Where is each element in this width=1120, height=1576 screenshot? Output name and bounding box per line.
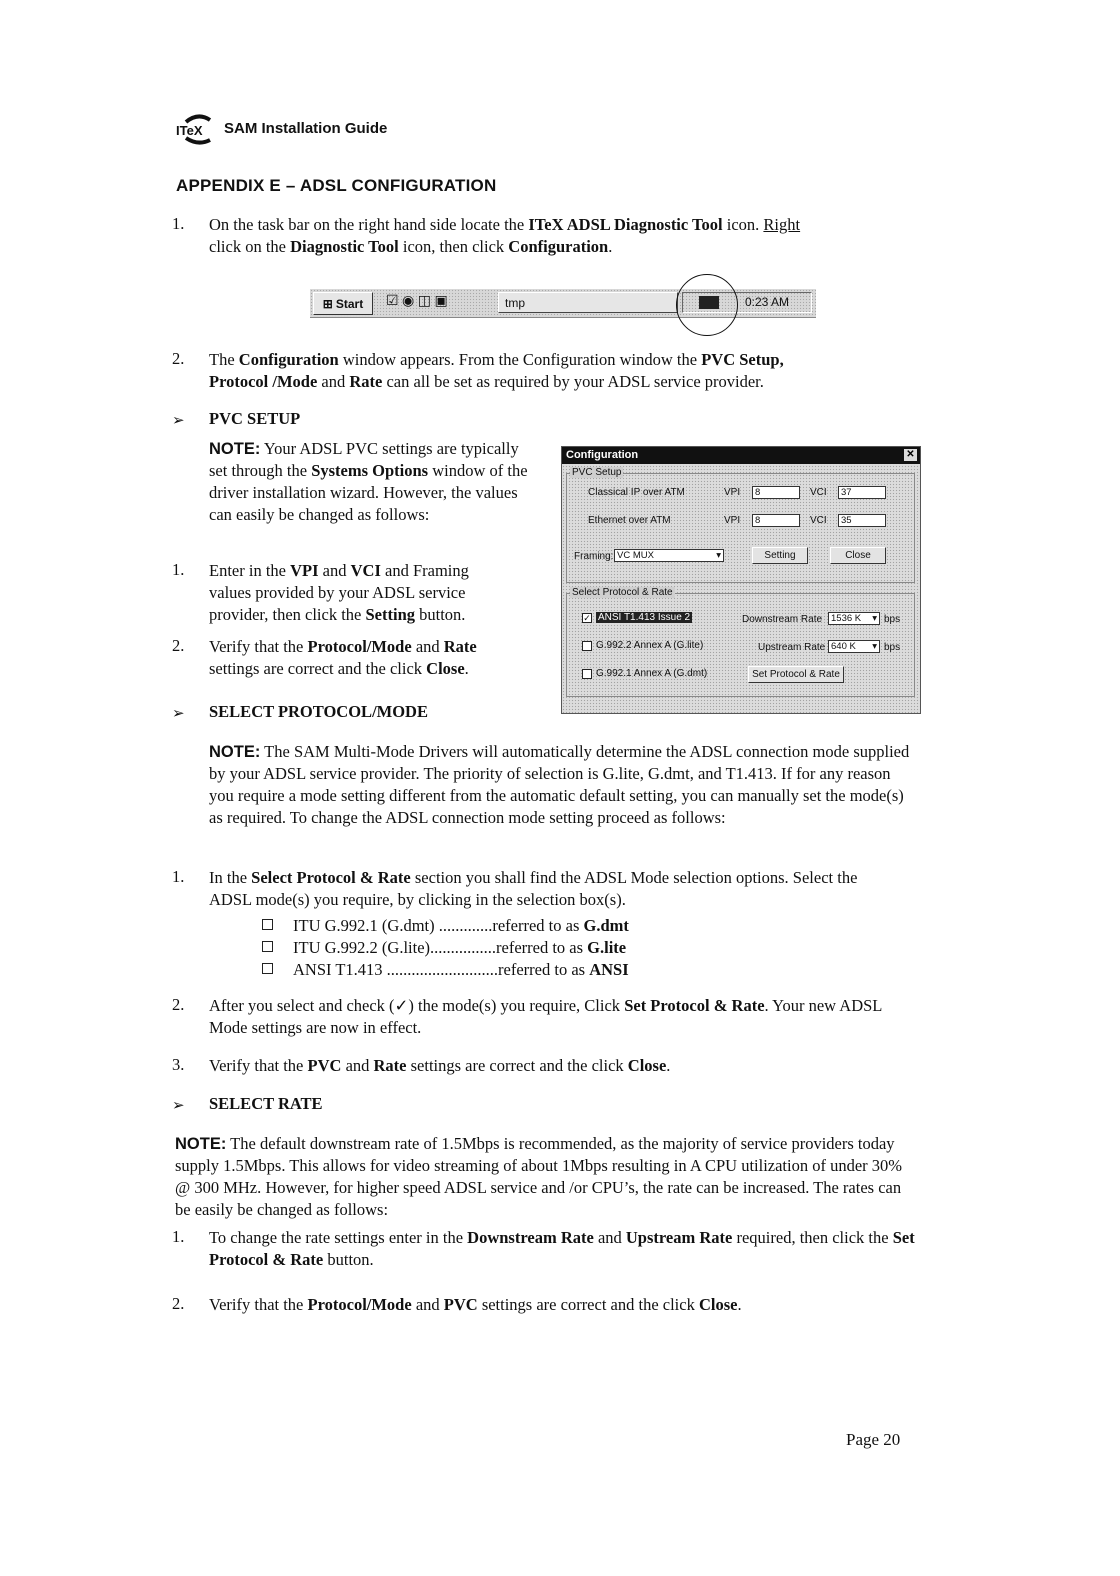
vpi-input-1[interactable]: 8: [752, 486, 800, 499]
vpi-input-2[interactable]: 8: [752, 514, 800, 527]
taskbar-task-button[interactable]: tmp: [498, 292, 678, 313]
protocol-step2-text: After you select and check (✓) the mode(s) you require, Click Set Protocol & Rate. Your new ADSL Mode settings are now in effect.: [209, 996, 882, 1037]
pvc-step1-number: 1.: [172, 560, 185, 579]
checkbox-icon: [262, 941, 273, 952]
step2-text: The Configuration window appears. From the Configuration window the PVC Setup, Protocol /Mode and Rate can all be set as required by your ADSL service provider.: [209, 350, 784, 391]
tray-clock: 0:23 AM: [745, 295, 790, 309]
protocol-step1-number: 1.: [172, 867, 185, 886]
gdmt-mode-label: G.992.1 Annex A (G.dmt): [596, 668, 708, 679]
window-close-icon[interactable]: ✕: [904, 449, 917, 461]
mode-list-item: ITU G.992.2 (G.lite)................referred to as G.lite: [262, 938, 626, 958]
bullet-arrow-icon: ➢: [172, 1098, 185, 1114]
ethernet-over-atm-label: Ethernet over ATM: [588, 515, 671, 526]
highlight-circle: [676, 274, 738, 336]
vpi-label-2: VPI: [724, 515, 741, 526]
glite-mode-label: G.992.2 Annex A (G.lite): [596, 640, 704, 651]
step1-text: On the task bar on the right hand side locate the ITeX ADSL Diagnostic Tool icon. Right click on the Diagnostic Tool icon, then click Configuration.: [209, 215, 801, 256]
checkbox-icon: [262, 963, 273, 974]
vci-label-1: VCI: [810, 487, 827, 498]
bullet-arrow-icon: ➢: [172, 706, 185, 722]
start-button[interactable]: ⊞ Start: [313, 292, 373, 315]
downstream-rate-select[interactable]: 1536 K ▾: [828, 612, 880, 625]
pvc-step2-number: 2.: [172, 636, 185, 655]
setting-button[interactable]: Setting: [752, 547, 808, 564]
rate-step2-text: Verify that the Protocol/Mode and PVC settings are correct and the click Close.: [209, 1295, 742, 1314]
vci-input-2[interactable]: 35: [838, 514, 886, 527]
appendix-title: APPENDIX E – ADSL CONFIGURATION: [176, 176, 497, 195]
protocol-mode-heading: SELECT PROTOCOL/MODE: [209, 702, 428, 721]
close-button[interactable]: Close: [830, 547, 886, 564]
framing-label: Framing:: [574, 551, 614, 562]
rate-step1-number: 1.: [172, 1227, 185, 1246]
pvc-step1-text: Enter in the VPI and VCI and Framing values provided by your ADSL service provider, then click the Setting button.: [209, 561, 469, 624]
protocol-step3-text: Verify that the PVC and Rate settings are correct and the click Close.: [209, 1056, 671, 1075]
pvc-group-label: PVC Setup: [572, 467, 622, 478]
rate-step2-number: 2.: [172, 1294, 185, 1313]
set-protocol-rate-button[interactable]: Set Protocol & Rate: [748, 666, 844, 683]
rate-step1-text: To change the rate settings enter in the Downstream Rate and Upstream Rate required, then click the Set Protocol & Rate button.: [209, 1228, 915, 1269]
upstream-rate-label: Upstream Rate: [758, 642, 826, 653]
mode-list-item: ANSI T1.413 ...........................referred to as ANSI: [262, 960, 629, 980]
vci-input-1[interactable]: 37: [838, 486, 886, 499]
checkbox-icon: [262, 919, 273, 930]
gdmt-checkbox[interactable]: [582, 669, 592, 679]
page-header-title: SAM Installation Guide: [224, 120, 388, 137]
protocol-step2-number: 2.: [172, 995, 185, 1014]
taskbar-screenshot: [310, 288, 816, 318]
vpi-label-1: VPI: [724, 487, 741, 498]
chevron-down-icon: ▾: [716, 550, 721, 561]
framing-select[interactable]: VC MUX ▾: [614, 549, 724, 562]
configuration-window: [561, 446, 921, 714]
downstream-unit: bps: [884, 614, 901, 625]
upstream-unit: bps: [884, 642, 901, 653]
select-rate-heading: SELECT RATE: [209, 1094, 323, 1113]
protocol-step3-number: 3.: [172, 1055, 185, 1074]
downstream-rate-label: Downstream Rate: [742, 614, 823, 625]
protocol-group-label: Select Protocol & Rate: [572, 587, 673, 598]
protocol-step1-text: In the Select Protocol & Rate section you shall find the ADSL Mode selection options. Select the ADSL mode(s) you require, by clicking in the selection box(s).: [209, 868, 858, 909]
pvc-note: NOTE: Your ADSL PVC settings are typically set through the Systems Options window of the driver installation wizard. However, the values can easily be changed as follows:: [209, 439, 528, 524]
window-title-bar: Configuration ✕: [562, 447, 920, 464]
rate-note: NOTE: The default downstream rate of 1.5Mbps is recommended, as the majority of service providers today supply 1.5Mbps. This allows for video streaming of about 1Mbps resulting in A CPU utilization of under 30% @ 300 MHz. However, for higher speed ADSL service and /or CPU’s, the rate can be increased. The rates can be easily be changed as follows:: [175, 1134, 903, 1219]
logo-brand: ITeX: [176, 123, 203, 138]
pvc-step2-text: Verify that the Protocol/Mode and Rate settings are correct and the click Close.: [209, 637, 477, 678]
page-number: Page 20: [846, 1430, 901, 1449]
bullet-arrow-icon: ➢: [172, 413, 185, 429]
step2-number: 2.: [172, 349, 185, 368]
classical-ip-label: Classical IP over ATM: [588, 487, 685, 498]
ansi-mode-label: ANSI T1.413 Issue 2: [598, 612, 691, 623]
vci-label-2: VCI: [810, 515, 827, 526]
mode-list-item: ITU G.992.1 (G.dmt) .............referred to as G.dmt: [262, 916, 629, 936]
ansi-checkbox[interactable]: ✓: [583, 613, 591, 623]
pvc-setup-heading: PVC SETUP: [209, 409, 301, 428]
quicklaunch-icons[interactable]: ☑ ◉ ◫ ▣: [386, 294, 448, 309]
glite-checkbox[interactable]: [582, 641, 592, 651]
protocol-note: NOTE: The SAM Multi-Mode Drivers will automatically determine the ADSL connection mode supplied by your ADSL service provider. The priority of selection is G.lite, G.dmt, and T1.413. If for any reason you require a mode setting different from the automatic default setting, you can manually set the mode(s) as required. To change the ADSL connection mode setting proceed as follows:: [209, 742, 910, 827]
chevron-down-icon: ▾: [872, 613, 877, 624]
upstream-rate-select[interactable]: 640 K ▾: [828, 640, 880, 653]
itex-logo: [176, 112, 220, 146]
step1-number: 1.: [172, 214, 185, 233]
chevron-down-icon: ▾: [872, 641, 877, 652]
